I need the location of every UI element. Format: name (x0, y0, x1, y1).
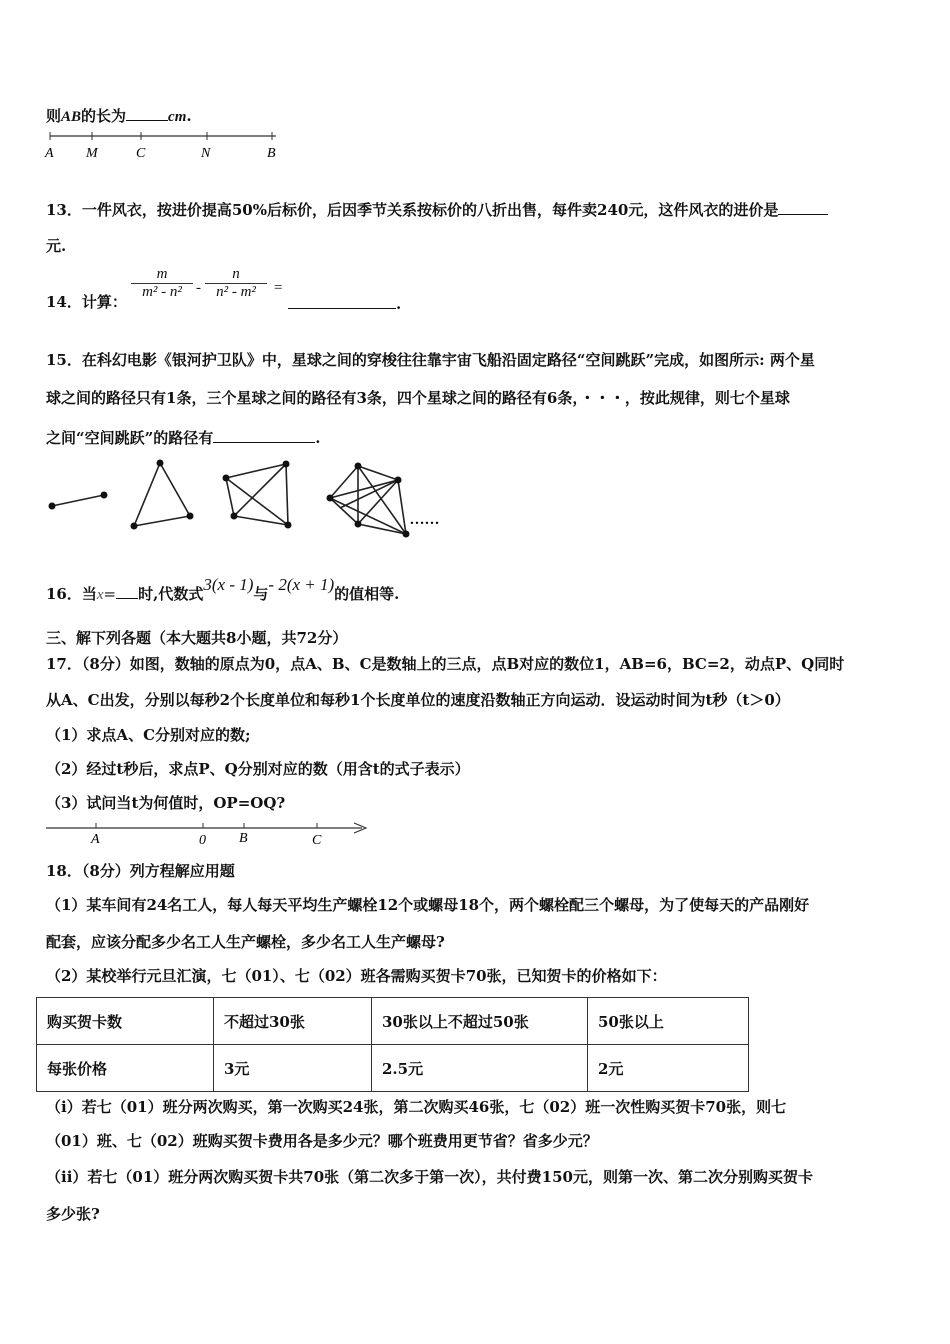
ab-label: AB (61, 109, 82, 125)
table-cell: 2元 (588, 1045, 749, 1092)
q16-expr2: - 2(x + 1) (268, 575, 335, 594)
q18-ii-line1: （ii）若七（01）班分两次购买贺卡共70张（第二次多于第一次），共付费150元，则第一次、第二次分别购买贺卡 (46, 1168, 813, 1186)
segment-label-c: C (136, 146, 146, 161)
price-table (36, 997, 749, 1092)
q14-answer-blank[interactable] (288, 292, 396, 309)
table-cell: 2.5元 (372, 1045, 588, 1092)
q17-number-line (40, 818, 380, 848)
q18-ii-line2: 多少张? (46, 1205, 100, 1223)
table-cell: 每张价格 (37, 1045, 214, 1092)
segment-figure (40, 128, 290, 162)
q13-line1: 13．一件风衣，按进价提高50%后标价，后因季节关系按标价的八折出售，每件卖240元，这件风衣的进价是 (46, 198, 828, 220)
table-cell: 不超过30张 (214, 998, 372, 1045)
segment-label-m: M (86, 146, 98, 161)
q14-den1: m² - n² (142, 284, 182, 300)
table-cell: 30张以上不超过50张 (372, 998, 588, 1045)
ab-answer-blank[interactable] (126, 104, 168, 121)
q18-i-line1: （i）若七（01）班分两次购买，第一次购买24张，第二次购买46张，七（02）班一次性购买贺卡70张，则七 (46, 1098, 787, 1116)
table-cell: 50张以上 (588, 998, 749, 1045)
table-cell: 购买贺卡数 (37, 998, 214, 1045)
q16-expr1: 3(x - 1) (203, 575, 254, 594)
q15-planets-figure (40, 450, 470, 545)
q17-part1: （1）求点A、C分别对应的数; (46, 726, 251, 744)
q13-line2: 元. (46, 237, 67, 255)
q16-line: 16．当x= 时,代数式3(x - 1)与- 2(x + 1)的值相等. (46, 575, 400, 603)
axis-label-0: 0 (199, 833, 206, 848)
ab-unit: cm (168, 109, 187, 125)
q15-answer-blank[interactable] (213, 426, 315, 443)
q13-answer-blank[interactable] (778, 198, 828, 215)
table-row (37, 998, 749, 1045)
segment-label-a: A (45, 146, 54, 161)
segment-label-n: N (201, 146, 211, 161)
table-row (37, 1045, 749, 1092)
q18-i-line2: （01）班、七（02）班购买贺卡费用各是多少元？哪个班费用更节省？省多少元？ (46, 1132, 598, 1150)
q17-line1: 17．（8分）如图，数轴的原点为0，点A、B、C是数轴上的三点，点B对应的数位1，AB=6，BC=2，动点P、Q同时 (46, 655, 845, 673)
q14-minus: - (196, 280, 201, 296)
q14-prefix: 14．计算： (46, 293, 127, 311)
q14-num1: m (156, 266, 168, 282)
q14-answer: . (288, 292, 401, 314)
ab-pre: 则 (46, 107, 62, 125)
q17-part2: （2）经过t秒后，求点P、Q分别对应的数（用含t的式子表示） (46, 760, 470, 778)
q18-p1-line2: 配套，应该分配多少名工人生产螺栓，多少名工人生产螺母? (46, 933, 445, 951)
segment-label-b: B (267, 146, 276, 161)
section3-title: 三、解下列各题（本大题共8小题，共72分） (46, 629, 348, 647)
q15-line3: 之间“空间跳跃”的路径有 . (46, 426, 321, 448)
q18-p1-line1: （1）某车间有24名工人，每人每天平均生产螺栓12个或螺母18个，两个螺栓配三个螺母，为了使每天的产品刚好 (46, 896, 810, 914)
q14-den2: n² - m² (216, 284, 256, 300)
axis-label-c: C (312, 833, 322, 848)
ab-mid: 的长为 (81, 107, 127, 125)
axis-label-b: B (239, 831, 248, 846)
q14-num2: n (232, 266, 240, 282)
q15-line2: 球之间的路径只有1条，三个星球之间的路径有3条，四个星球之间的路径有6条，・・・，按此规律，则七个星球 (46, 389, 790, 407)
q15-line1: 15．在科幻电影《银河护卫队》中，星球之间的穿梭往往靠宇宙飞船沿固定路径“空间跳跃”完成，如图所示: 两个星 (46, 351, 815, 369)
ab-length-line: 则AB的长为 cm. (46, 104, 192, 127)
q17-part3: （3）试问当t为何值时，OP=OQ? (46, 794, 286, 812)
axis-label-a: A (91, 832, 100, 847)
q18-title: 18．（8分）列方程解应用题 (46, 862, 235, 880)
q18-p2: （2）某校举行元旦汇演，七（01）、七（02）班各需购买贺卡70张，已知贺卡的价格如下： (46, 967, 667, 985)
table-cell: 3元 (214, 1045, 372, 1092)
q14-equals: = (273, 280, 284, 296)
q16-answer-blank[interactable] (116, 582, 138, 599)
q15-ellipsis: …… (410, 512, 440, 528)
q17-line2: 从A、C出发，分别以每秒2个长度单位和每秒1个长度单位的速度沿数轴正方向运动．设运动时间为t秒（t＞0） (46, 691, 790, 709)
